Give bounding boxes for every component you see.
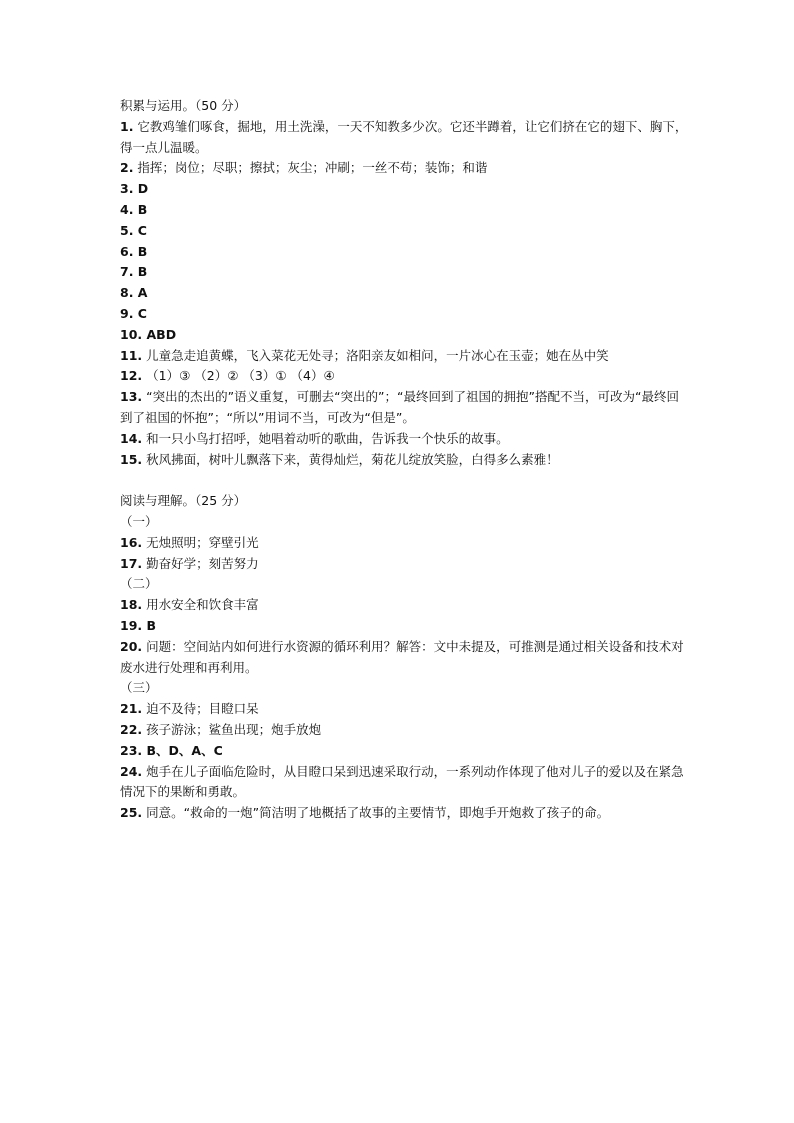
answer-item-20 — [120, 637, 690, 679]
item-text: 用水安全和饮食丰富 — [142, 597, 259, 613]
item-text: 问题：空间站内如何进行水资源的循环利用？解答：文中未提及，可推测是通过相关设备和技术对废水进行处理和再利用。 — [120, 638, 684, 675]
item-number: 13. — [120, 389, 143, 405]
item-number: 16. — [120, 534, 143, 550]
answer-item-11 — [120, 346, 690, 367]
answer-item-6: 6. B — [120, 243, 148, 259]
answer-item-18 — [120, 595, 690, 616]
answer-item-2 — [120, 158, 690, 179]
item-text: 它教鸡雏们啄食，掘地，用土洗澡，一天不知教多少次。它还半蹲着，让它们挤在它的翅下、胸下，得一点儿温暖。 — [120, 118, 688, 155]
item-number: 2. — [120, 160, 134, 176]
item-text: 指挥；岗位；尽职；擦拭；灰尘；冲刷；一丝不苟；装饰；和谐 — [133, 160, 488, 176]
item-text: （1）③ （2）② （3）① （4）④ — [142, 368, 335, 384]
answer-item-13 — [120, 387, 690, 429]
answer-item-1 — [120, 117, 690, 159]
answer-item-8: 8. A — [120, 285, 148, 301]
answer-item-16 — [120, 533, 690, 554]
answer-item-3: 3. D — [120, 181, 149, 197]
item-text: 勤奋好学；刻苦努力 — [142, 555, 259, 571]
answer-item-21 — [120, 699, 690, 720]
answer-item-5: 5. C — [120, 222, 147, 238]
item-number: 22. — [120, 721, 143, 737]
answer-item-15 — [120, 450, 690, 471]
item-text: 儿童急走追黄蝶，飞入菜花无处寻；洛阳亲友如相问，一片冰心在玉壶；她在丛中笑 — [142, 347, 609, 363]
item-text: 无烛照明；穿壁引光 — [142, 534, 259, 550]
answer-item-14 — [120, 429, 690, 450]
answer-item-23: 23. B、D、A、C — [120, 742, 223, 758]
item-number: 21. — [120, 701, 143, 717]
answer-item-17 — [120, 554, 690, 575]
item-number: 18. — [120, 597, 143, 613]
item-number: 20. — [120, 638, 143, 654]
part-label-2: （二） — [120, 576, 158, 592]
answer-item-7: 7. B — [120, 264, 148, 280]
section-title-accumulation: 积累与运用。（50 分） — [120, 98, 247, 113]
section-spacer — [120, 470, 690, 491]
section-title-reading: 阅读与理解。（25 分） — [120, 493, 247, 509]
item-number: 15. — [120, 451, 143, 467]
item-number: 14. — [120, 430, 143, 446]
part-label-3: （三） — [120, 680, 158, 696]
answer-item-24 — [120, 762, 690, 804]
item-text: 炮手在儿子面临危险时，从目瞪口呆到迅速采取行动，一系列动作体现了他对儿子的爱以及在紧急情况下的果断和勇敢。 — [120, 763, 684, 800]
item-number: 11. — [120, 347, 143, 363]
item-text: “突出的杰出的”语义重复，可删去“突出的”；“最终回到了祖国的拥抱”搭配不当，可改为“最终回到了祖国的怀抱”；“所以”用词不当，可改为“但是”。 — [120, 389, 679, 425]
answer-item-19: 19. B — [120, 617, 157, 633]
answer-item-9: 9. C — [120, 305, 147, 321]
item-number: 17. — [120, 555, 143, 571]
item-text: 秋风拂面，树叶儿飘落下来，黄得灿烂，菊花儿绽放笑脸，白得多么素雅！ — [142, 451, 559, 467]
item-number: 12. — [120, 368, 143, 384]
item-text: 同意。“救命的一炮”简洁明了地概括了故事的主要情节，即炮手开炮救了孩子的命。 — [142, 805, 610, 821]
item-text: 和一只小鸟打招呼，她唱着动听的歌曲，告诉我一个快乐的故事。 — [142, 430, 509, 446]
part-label-1: （一） — [120, 513, 158, 529]
item-number: 1. — [120, 118, 134, 134]
answer-item-12 — [120, 366, 690, 387]
answer-item-4: 4. B — [120, 201, 148, 217]
item-text: 迫不及待；目瞪口呆 — [142, 701, 259, 717]
item-number: 25. — [120, 805, 143, 821]
answer-item-10: 10. ABD — [120, 326, 177, 342]
answer-item-22 — [120, 720, 690, 741]
answer-document — [120, 96, 690, 824]
item-number: 24. — [120, 763, 143, 779]
answer-item-25 — [120, 803, 690, 824]
item-text: 孩子游泳；鲨鱼出现；炮手放炮 — [142, 721, 322, 737]
